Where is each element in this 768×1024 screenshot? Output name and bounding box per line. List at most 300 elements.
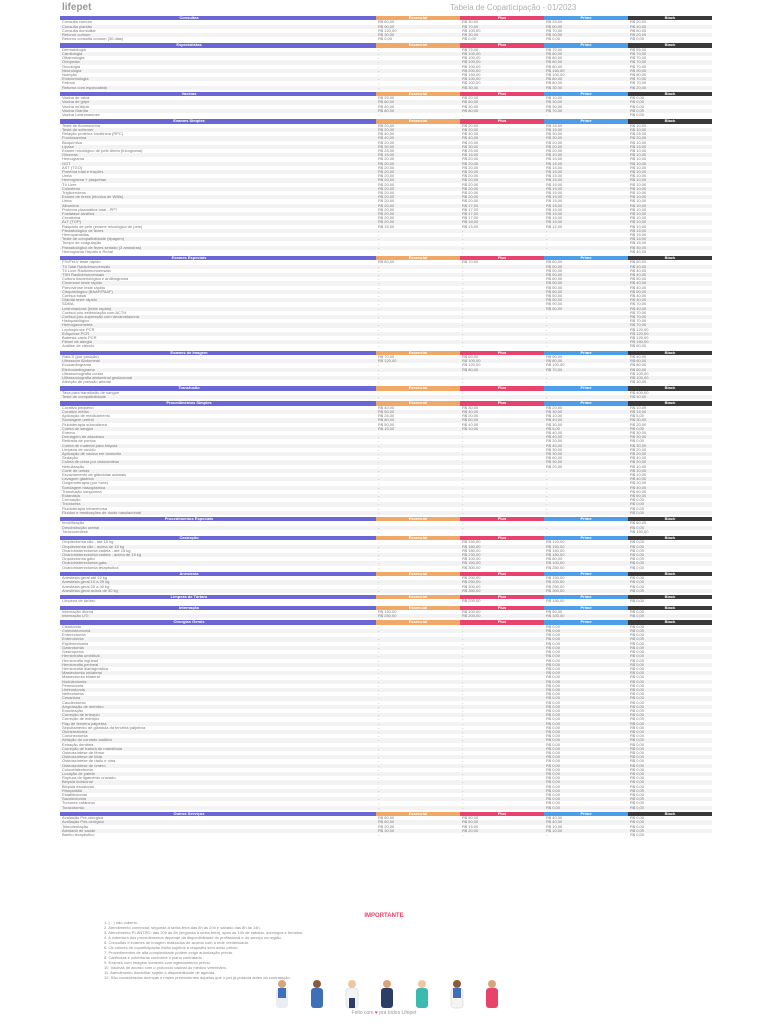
price-cell: R$ 150,00 <box>462 73 481 78</box>
price-cell: R$ 150,00 <box>378 610 397 615</box>
plan-column-header: Black <box>628 517 712 521</box>
price-cell: R$ 0,00 <box>546 725 561 730</box>
price-cell: R$ 0,00 <box>544 772 628 776</box>
plan-column-header: Black <box>628 606 712 610</box>
plan-column-header: Essencial <box>376 401 460 405</box>
price-cell: R$ 17,00 <box>462 216 479 221</box>
price-cell: R$ 50,00 <box>378 422 395 427</box>
price-cell: - <box>460 477 544 481</box>
section-title: Exames de Imagem <box>60 351 318 355</box>
procedure-name: Herniorrafia diafragmática <box>62 666 109 671</box>
procedure-name: Sondagem uretral <box>60 418 376 422</box>
price-cell: R$ 0,00 <box>630 683 645 688</box>
price-cell: R$ 0,00 <box>628 502 712 506</box>
document-title: Tabela de Coparticipação - 01/2023 <box>450 3 577 12</box>
price-cell: - <box>460 696 544 700</box>
price-cell: R$ 15,00 <box>546 216 563 221</box>
price-cell: R$ 250,00 <box>546 565 565 570</box>
important-notes <box>104 912 664 980</box>
price-cell: R$ 10,00 <box>630 207 647 212</box>
price-cell: - <box>462 294 464 299</box>
price-cell: R$ 0,00 <box>628 589 712 593</box>
price-cell: R$ 60,00 <box>378 816 395 821</box>
price-cell: R$ 50,00 <box>462 816 479 821</box>
procedure-name: Rinoplastia <box>60 789 376 793</box>
price-cell: R$ 30,00 <box>460 33 544 37</box>
plan-column-header: Plus <box>460 401 544 405</box>
procedure-name: Ultrassom Abdominal <box>60 359 376 363</box>
procedure-name: Uretrostomia <box>60 688 376 692</box>
procedure-name: Eletrocardiograma <box>60 368 376 372</box>
price-cell: - <box>462 717 464 722</box>
price-cell: R$ 10,00 <box>628 162 712 166</box>
price-cell: R$ 0,00 <box>630 725 645 730</box>
important-title: IMPORTANTE <box>364 913 404 919</box>
price-cell: R$ 20,00 <box>628 136 712 140</box>
price-cell: - <box>376 246 460 250</box>
procedure-name: Colocefalectomia <box>62 767 93 772</box>
price-cell: - <box>378 599 380 604</box>
price-cell: R$ 70,00 <box>544 109 628 113</box>
price-cell: R$ 60,00 <box>378 20 395 25</box>
price-cell: R$ 20,00 <box>376 220 460 224</box>
price-cell: - <box>462 624 464 629</box>
important-line: 3. Atendimento PLANTÃO: das 20h às 8h (segunda à sexta-feira), após as 14h de sábado, domingos e feriados. <box>104 930 304 935</box>
procedure-name: Enterectomia <box>62 633 86 638</box>
price-cell: R$ 250,00 <box>376 614 460 618</box>
price-cell: R$ 0,00 <box>544 780 628 784</box>
price-cell: - <box>378 64 380 69</box>
price-cell: - <box>462 472 464 477</box>
section-title: Vacinas <box>60 92 318 96</box>
price-cell: R$ 0,00 <box>630 692 645 697</box>
price-cell: - <box>460 315 544 319</box>
procedure-name: Raio-X (por posição) <box>62 355 99 360</box>
plan-column-header: Essencial <box>376 595 460 599</box>
price-cell: R$ 0,00 <box>546 767 561 772</box>
price-cell: R$ 15,00 <box>460 153 544 157</box>
table-row <box>60 833 712 837</box>
price-cell: - <box>376 486 460 490</box>
price-cell: R$ 30,00 <box>462 405 479 410</box>
section-table <box>60 536 712 570</box>
price-cell: - <box>460 671 544 675</box>
price-cell: R$ 60,00 <box>628 368 712 372</box>
price-cell: R$ 40,00 <box>462 132 479 137</box>
price-cell: - <box>378 717 380 722</box>
price-cell: R$ 0,00 <box>546 683 561 688</box>
procedure-name: Histopatológico <box>62 319 90 324</box>
procedure-name: Ovariohisterectomia cadela - acima de 15 kg <box>60 553 376 557</box>
price-cell: R$ 10,00 <box>628 204 712 208</box>
logo: lifepet <box>62 2 92 13</box>
section-table <box>60 517 712 534</box>
important-line: 8. Carências e coberturas conforme o plano contratado. <box>104 955 203 960</box>
price-cell: R$ 0,00 <box>546 624 561 629</box>
price-cell: R$ 0,00 <box>544 764 628 768</box>
price-cell: R$ 0,00 <box>546 750 561 755</box>
price-cell: - <box>462 268 464 273</box>
procedure-name: AST (TGO) <box>62 165 83 170</box>
price-cell: R$ 20,00 <box>462 199 479 204</box>
price-cell: - <box>546 344 548 349</box>
price-cell: R$ 15,00 <box>628 237 712 241</box>
price-cell: R$ 0,00 <box>630 708 645 713</box>
vets-illustration <box>262 976 512 1012</box>
price-cell: R$ 0,00 <box>628 637 712 641</box>
price-cell: R$ 20,00 <box>630 447 647 452</box>
price-cell: - <box>376 52 460 56</box>
price-cell: R$ 15,00 <box>544 204 628 208</box>
price-cell: R$ 15,00 <box>630 232 647 237</box>
price-cell: R$ 15,00 <box>546 182 563 187</box>
price-cell: R$ 0,00 <box>544 705 628 709</box>
price-cell: R$ 0,00 <box>628 713 712 717</box>
price-cell: - <box>378 548 380 553</box>
price-cell: R$ 25,00 <box>378 96 395 101</box>
price-cell: R$ 0,00 <box>544 654 628 658</box>
plan-column-header: Prime <box>544 572 628 576</box>
price-cell: R$ 80,00 <box>546 81 563 86</box>
price-cell: R$ 80,00 <box>544 52 628 56</box>
price-cell: R$ 60,00 <box>630 344 647 349</box>
plan-column-header: Plus <box>460 92 544 96</box>
price-cell: R$ 20,00 <box>462 96 479 101</box>
procedure-name: Herniorrafia perineal <box>60 663 376 667</box>
price-cell: R$ 0,00 <box>630 104 645 109</box>
footer-text-after: pra todos Lifepet <box>379 1010 417 1016</box>
price-cell: R$ 70,00 <box>628 77 712 81</box>
price-cell: R$ 10,00 <box>628 195 712 199</box>
price-cell: R$ 0,00 <box>630 801 645 806</box>
price-cell: R$ 80,00 <box>546 557 563 562</box>
procedure-name: Coleta de urina por cistocentese <box>60 460 376 464</box>
price-cell: - <box>462 734 464 739</box>
price-cell: - <box>378 700 380 705</box>
price-cell: - <box>378 319 380 324</box>
price-cell: - <box>376 589 460 593</box>
section-table <box>60 256 712 349</box>
price-cell: R$ 10,00 <box>460 427 544 431</box>
price-cell: R$ 20,00 <box>378 157 395 162</box>
procedure-name: Tempo de coagulação <box>62 241 102 246</box>
price-cell: R$ 20,00 <box>460 178 544 182</box>
price-cell: R$ 20,00 <box>462 182 479 187</box>
price-cell: R$ 20,00 <box>462 157 479 162</box>
price-cell: R$ 10,00 <box>630 148 647 153</box>
price-cell: R$ 90,00 <box>546 302 563 307</box>
procedure-name: Toracotomia <box>60 806 376 810</box>
price-cell: R$ 0,00 <box>628 747 712 751</box>
price-cell: R$ 0,00 <box>378 37 393 42</box>
price-cell: R$ 0,00 <box>630 759 645 764</box>
plan-column-header: Prime <box>544 92 628 96</box>
price-cell: R$ 25,00 <box>546 20 563 25</box>
price-cell: R$ 150,00 <box>460 561 544 565</box>
price-cell: R$ 15,00 <box>544 128 628 132</box>
price-cell: R$ 15,00 <box>628 145 712 149</box>
procedure-name: Vacina múltipla <box>62 104 89 109</box>
price-cell: R$ 0,00 <box>630 658 645 663</box>
price-cell: R$ 20,00 <box>376 178 460 182</box>
price-cell: - <box>544 469 628 473</box>
procedure-name: Anestesia geral acima de 40 kg <box>60 589 376 593</box>
price-cell: R$ 100,00 <box>462 28 481 33</box>
price-cell: - <box>460 502 544 506</box>
price-cell: - <box>378 439 380 444</box>
price-cell: R$ 40,00 <box>378 405 395 410</box>
price-cell: - <box>462 833 464 838</box>
procedure-name: Hemograma Hepato e Renal <box>62 249 113 254</box>
price-cell: - <box>546 833 548 838</box>
price-cell: - <box>378 734 380 739</box>
price-cell: R$ 0,00 <box>628 109 712 113</box>
price-cell: R$ 120,00 <box>546 540 565 545</box>
price-cell: R$ 30,00 <box>460 86 544 90</box>
price-cell: R$ 0,00 <box>544 646 628 650</box>
price-cell: R$ 20,00 <box>460 187 544 191</box>
price-cell: R$ 15,00 <box>630 241 647 246</box>
price-cell: R$ 17,00 <box>460 212 544 216</box>
price-cell: R$ 15,00 <box>546 207 563 212</box>
procedure-name: Ovariohisterectomia terapêutica <box>62 565 119 570</box>
price-cell: R$ 100,00 <box>460 52 544 56</box>
price-cell: R$ 0,00 <box>546 675 561 680</box>
price-cell: R$ 0,00 <box>630 37 645 42</box>
procedure-name: Mastectomia bilateral <box>62 675 100 680</box>
price-cell: R$ 40,00 <box>460 410 544 414</box>
price-cell: R$ 20,00 <box>628 86 712 90</box>
price-cell: R$ 0,00 <box>544 637 628 641</box>
procedure-name: Herniorrafia inguinal <box>62 658 98 663</box>
price-cell: - <box>378 327 380 332</box>
procedure-name: Painel de alergia <box>60 340 376 344</box>
price-cell: R$ 20,00 <box>460 170 544 174</box>
procedure-name: Endocrinologia <box>60 77 376 81</box>
price-cell: R$ 40,00 <box>544 435 628 439</box>
price-cell: - <box>376 561 460 565</box>
price-cell: R$ 120,00 <box>378 28 397 33</box>
price-cell: R$ 20,00 <box>460 829 544 833</box>
procedure-name: Parasitológico de fezes seriado (3 amostras) <box>60 246 376 250</box>
price-cell: - <box>376 789 460 793</box>
procedure-name: Hemogasometria <box>60 323 376 327</box>
price-cell: - <box>378 540 380 545</box>
price-cell: R$ 20,00 <box>378 140 395 145</box>
price-cell: R$ 0,00 <box>544 696 628 700</box>
price-cell: R$ 0,00 <box>630 96 645 101</box>
price-cell: - <box>378 285 380 290</box>
procedure-name: Osteossíntese de úmero <box>60 764 376 768</box>
procedure-name: Ultrassonografia abdominal gestacional <box>60 376 376 380</box>
procedure-name: Atestado de saúde <box>60 829 376 833</box>
plan-column-header: Essencial <box>376 256 460 260</box>
price-cell: - <box>376 780 460 784</box>
procedure-name: Anestesia geral 25 a 40 kg <box>62 584 110 589</box>
procedure-name: Retorno consulta comum (30 dias) <box>62 37 124 42</box>
price-cell: - <box>378 624 380 629</box>
section-table <box>60 595 712 604</box>
section-title: Exames Simples <box>60 119 318 123</box>
price-cell: - <box>546 521 548 526</box>
price-cell: R$ 100,00 <box>546 73 565 78</box>
plan-column-header: Essencial <box>376 606 460 610</box>
price-cell: R$ 20,00 <box>630 20 647 25</box>
procedure-name: Relação proteína creatinina (RPC) <box>62 132 124 137</box>
vet-figure <box>311 980 323 1008</box>
price-cell: R$ 40,00 <box>546 430 563 435</box>
plan-column-header: Essencial <box>376 16 460 20</box>
price-cell: - <box>378 708 380 713</box>
procedure-name: Cremação <box>62 498 81 503</box>
plan-column-header: Essencial <box>376 386 460 390</box>
price-cell: - <box>378 793 380 797</box>
procedure-name: Vacina de raiva <box>62 96 90 101</box>
procedure-name: Vacina de gripe <box>60 100 376 104</box>
price-cell: - <box>462 506 464 511</box>
price-cell: R$ 40,00 <box>630 249 647 254</box>
important-lines <box>104 920 664 980</box>
table-row <box>60 530 712 534</box>
price-cell: R$ 60,00 <box>544 290 628 294</box>
price-cell: R$ 75,00 <box>462 47 479 52</box>
price-cell: R$ 20,00 <box>378 190 395 195</box>
price-cell: - <box>544 376 628 380</box>
price-cell: R$ 30,00 <box>544 86 628 90</box>
plan-column-header: Plus <box>460 16 544 20</box>
price-cell: R$ 100,00 <box>546 363 565 368</box>
procedure-name: Teste de compatibilidade <box>60 395 376 399</box>
price-cell: R$ 15,00 <box>628 410 712 414</box>
procedure-name: T4 Livre Radioimunoensaio <box>62 268 111 273</box>
price-cell: R$ 40,00 <box>630 285 647 290</box>
price-cell: R$ 0,00 <box>630 576 645 581</box>
price-cell: - <box>378 336 380 341</box>
price-cell: R$ 0,00 <box>628 738 712 742</box>
price-cell: - <box>376 680 460 684</box>
price-cell: - <box>378 692 380 697</box>
price-cell: - <box>376 738 460 742</box>
price-cell: R$ 0,00 <box>628 820 712 824</box>
procedure-name: Giárdia teste rápido <box>60 298 376 302</box>
price-cell: - <box>378 750 380 755</box>
price-cell: R$ 0,00 <box>628 722 712 726</box>
price-cell: - <box>460 469 544 473</box>
price-cell: R$ 20,00 <box>378 174 395 179</box>
plan-column-header: Essencial <box>376 812 460 816</box>
price-cell: - <box>544 229 628 233</box>
price-cell: R$ 10,00 <box>630 123 647 128</box>
price-cell: R$ 0,00 <box>546 742 561 747</box>
section-table <box>60 606 712 619</box>
price-cell: R$ 10,00 <box>628 469 712 473</box>
price-cell: - <box>376 494 460 498</box>
price-cell: - <box>460 637 544 641</box>
plan-column-header: Prime <box>544 606 628 610</box>
price-cell: - <box>376 265 460 269</box>
price-cell: - <box>378 576 380 581</box>
price-cell: R$ 0,00 <box>544 629 628 633</box>
procedure-name: Raspado de pele (exame micológico de pele) <box>62 224 143 229</box>
price-cell: R$ 20,00 <box>460 195 544 199</box>
price-cell: - <box>462 277 464 282</box>
price-cell: R$ 0,00 <box>630 439 645 444</box>
price-cell: R$ 0,00 <box>544 680 628 684</box>
price-cell: - <box>376 444 460 448</box>
procedure-name: Ultrassonografia ocular <box>62 371 104 376</box>
price-cell: - <box>462 310 464 315</box>
price-cell: R$ 40,00 <box>628 298 712 302</box>
price-cell: - <box>460 298 544 302</box>
price-cell: R$ 50,00 <box>630 260 647 265</box>
section-title: Internação <box>60 606 318 610</box>
price-cell: - <box>378 447 380 452</box>
procedure-name: Internação diurna <box>62 610 94 615</box>
procedure-name: Biópsia excisional <box>62 784 94 789</box>
plan-column-header: Plus <box>460 572 544 576</box>
price-cell: - <box>378 310 380 315</box>
price-cell: R$ 80,00 <box>376 418 460 422</box>
plan-column-header: Essencial <box>376 351 460 355</box>
price-cell: - <box>378 456 380 461</box>
price-cell: R$ 0,00 <box>628 806 712 810</box>
procedure-name: Curativo médio <box>60 410 376 414</box>
price-cell: R$ 40,00 <box>628 265 712 269</box>
price-cell: - <box>376 435 460 439</box>
plan-column-header: Plus <box>460 386 544 390</box>
procedure-name: Proteína total e frações <box>60 170 376 174</box>
price-cell: - <box>378 521 380 526</box>
procedure-name: Cortisol basal <box>62 294 87 299</box>
price-cell: R$ 20,00 <box>376 128 460 132</box>
price-cell: - <box>546 529 548 534</box>
price-cell: R$ 15,00 <box>546 157 563 162</box>
price-cell: R$ 0,00 <box>630 793 645 797</box>
price-cell: - <box>378 801 380 806</box>
procedure-name: Sepultamento de glândula da terceira pálpebra <box>62 725 146 730</box>
price-cell: R$ 50,00 <box>546 285 563 290</box>
price-cell: R$ 10,00 <box>630 174 647 179</box>
procedure-name: TSH Radioimunoensaio <box>60 273 376 277</box>
price-cell: R$ 100,00 <box>460 60 544 64</box>
procedure-name: SDMA <box>62 302 74 307</box>
price-cell: - <box>378 232 380 237</box>
price-cell: - <box>376 755 460 759</box>
procedure-name: Cultura bacteriológica e antibiograma <box>62 277 129 282</box>
price-cell: - <box>546 371 548 376</box>
price-cell: - <box>376 713 460 717</box>
price-cell: R$ 300,00 <box>544 589 628 593</box>
price-cell: R$ 180,00 <box>460 545 544 549</box>
important-line: 5. Consultas e exames de imagem realizados de acordo com a rede credenciada. <box>104 940 249 945</box>
price-cell: - <box>460 688 544 692</box>
table-row <box>60 589 712 593</box>
procedure-name: Teleorientação <box>62 824 89 829</box>
procedure-name: Creatinina <box>62 216 81 221</box>
price-cell: R$ 300,00 <box>462 565 481 570</box>
price-cell: R$ 50,00 <box>376 410 460 414</box>
price-cell: R$ 100,00 <box>462 610 481 615</box>
price-cell: R$ 40,00 <box>630 268 647 273</box>
price-cell: - <box>460 747 544 751</box>
procedure-name: Cinomose teste rápido <box>60 281 376 285</box>
price-cell: R$ 80,00 <box>546 56 563 61</box>
plan-column-header: Essencial <box>376 620 460 624</box>
price-cell: R$ 20,00 <box>378 182 395 187</box>
price-cell: R$ 40,00 <box>628 281 712 285</box>
price-cell: R$ 70,00 <box>378 355 395 360</box>
plan-column-header: Prime <box>544 43 628 47</box>
